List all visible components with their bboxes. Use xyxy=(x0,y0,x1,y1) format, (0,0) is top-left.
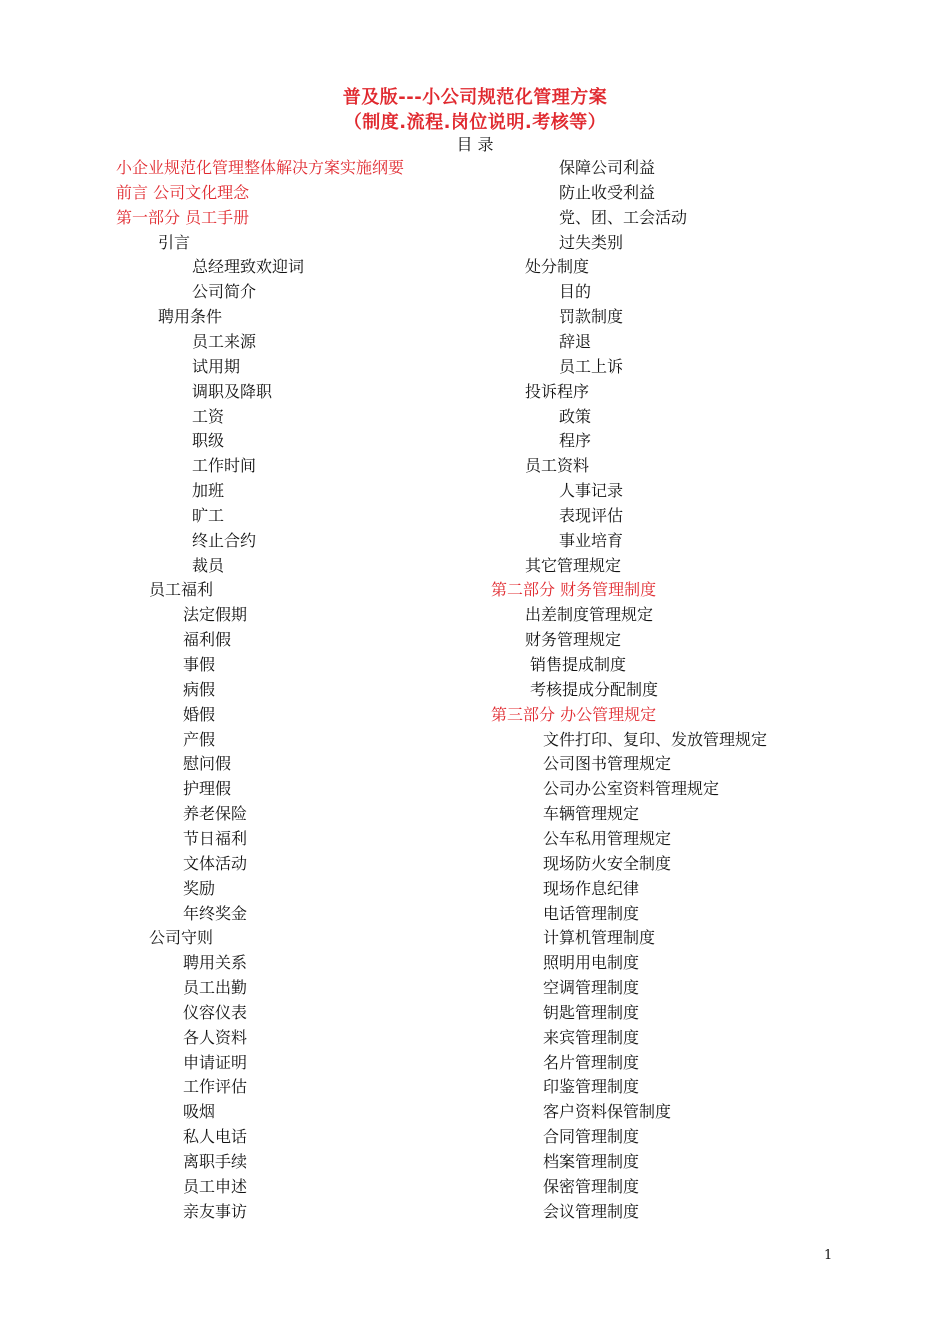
toc-entry: 员工出勤 xyxy=(183,978,248,998)
toc-entry: 车辆管理规定 xyxy=(543,804,640,824)
toc-entry: 目的 xyxy=(559,282,592,302)
toc-entry: 保障公司利益 xyxy=(559,158,656,177)
toc-entry: 辞退 xyxy=(559,331,592,351)
toc-entry: 第三部分 办公管理规定 xyxy=(491,704,657,724)
toc-entry: 合同管理制度 xyxy=(543,1127,640,1147)
toc-entry: 档案管理制度 xyxy=(543,1152,640,1171)
toc-entry: 工资 xyxy=(192,406,225,426)
toc-entry: 旷工 xyxy=(192,505,225,525)
toc-entry: 公司图书管理规定 xyxy=(543,754,672,774)
toc-entry: 福利假 xyxy=(183,630,232,650)
toc-entry: 聘用关系 xyxy=(183,953,248,973)
toc-entry: 政策 xyxy=(559,406,592,426)
toc-entry: 婚假 xyxy=(183,704,216,724)
toc-entry: 年终奖金 xyxy=(183,903,248,923)
toc-entry: 私人电话 xyxy=(183,1127,248,1147)
toc-entry: 法定假期 xyxy=(183,605,248,625)
toc-entry: 产假 xyxy=(183,729,216,749)
toc-entry: 电话管理制度 xyxy=(543,903,640,923)
toc-entry: 小企业规范化管理整体解决方案实施纲要 xyxy=(116,158,405,177)
toc-entry: 出差制度管理规定 xyxy=(525,605,654,625)
toc-entry: 投诉程序 xyxy=(525,381,590,401)
toc-heading: 目 录 xyxy=(456,135,494,154)
toc-entry: 客户资料保管制度 xyxy=(543,1102,672,1122)
toc-entry: 财务管理规定 xyxy=(525,630,622,650)
toc-entry: 亲友事访 xyxy=(183,1201,248,1221)
toc-entry: 防止收受利益 xyxy=(559,182,656,202)
toc-entry: 其它管理规定 xyxy=(525,555,622,575)
toc-entry: 事业培育 xyxy=(559,530,624,550)
toc-entry: 处分制度 xyxy=(525,257,590,277)
toc-entry: 销售提成制度 xyxy=(530,655,627,674)
toc-entry: 护理假 xyxy=(183,779,232,799)
toc-entry: 第一部分 员工手册 xyxy=(116,207,250,227)
toc-entry: 员工来源 xyxy=(192,331,257,351)
toc-entry: 钥匙管理制度 xyxy=(543,1002,640,1022)
toc-entry: 公司简介 xyxy=(192,282,257,302)
toc-entry: 公司守则 xyxy=(149,928,214,948)
toc-entry: 员工申述 xyxy=(183,1176,248,1196)
toc-entry: 养老保险 xyxy=(183,804,248,824)
toc-entry: 工作时间 xyxy=(192,456,257,476)
toc-entry: 员工资料 xyxy=(525,456,590,476)
toc-entry: 工作评估 xyxy=(183,1077,248,1097)
toc-entry: 表现评估 xyxy=(559,505,624,525)
toc-entry: 病假 xyxy=(183,679,216,699)
toc-entry: 印鉴管理制度 xyxy=(543,1077,640,1097)
toc-entry: 终止合约 xyxy=(192,530,257,550)
toc-entry: 各人资料 xyxy=(183,1027,248,1047)
document-subtitle: （制度.流程.岗位说明.考核等） xyxy=(343,112,607,133)
toc-entry: 来宾管理制度 xyxy=(543,1027,640,1047)
document-title: 普及版---小公司规范化管理方案 xyxy=(342,87,608,108)
toc-entry: 聘用条件 xyxy=(158,307,223,327)
toc-entry: 员工福利 xyxy=(149,580,214,600)
toc-entry: 吸烟 xyxy=(183,1102,216,1122)
toc-entry: 员工上诉 xyxy=(559,356,624,376)
toc-entry: 裁员 xyxy=(192,555,225,575)
toc-entry: 计算机管理制度 xyxy=(543,928,656,948)
toc-entry: 慰问假 xyxy=(183,754,232,774)
toc-entry: 党、团、工会活动 xyxy=(559,207,688,227)
toc-entry: 引言 xyxy=(158,232,191,252)
toc-entry: 考核提成分配制度 xyxy=(530,679,659,699)
toc-entry: 加班 xyxy=(192,481,225,501)
toc-entry: 文件打印、复印、发放管理规定 xyxy=(543,729,768,749)
toc-entry: 会议管理制度 xyxy=(543,1201,640,1221)
toc-entry: 离职手续 xyxy=(183,1152,248,1171)
toc-entry: 过失类别 xyxy=(559,232,624,252)
toc-entry: 罚款制度 xyxy=(559,307,624,327)
toc-entry: 职级 xyxy=(192,431,225,451)
toc-entry: 照明用电制度 xyxy=(543,953,640,973)
toc-entry: 试用期 xyxy=(192,356,241,376)
toc-entry: 空调管理制度 xyxy=(543,978,640,998)
toc-entry: 公车私用管理规定 xyxy=(543,828,672,848)
toc-entry: 程序 xyxy=(559,431,592,451)
toc-entry: 名片管理制度 xyxy=(543,1052,640,1072)
toc-entry: 奖励 xyxy=(183,878,216,898)
toc-entry: 保密管理制度 xyxy=(543,1176,640,1196)
toc-entry: 现场作息纪律 xyxy=(543,878,640,898)
toc-entry: 调职及降职 xyxy=(192,381,273,401)
toc-entry: 事假 xyxy=(183,655,216,674)
page-number: 1 xyxy=(824,1248,833,1263)
toc-entry: 人事记录 xyxy=(559,481,624,501)
toc-entry: 总经理致欢迎词 xyxy=(192,257,305,277)
toc-entry: 申请证明 xyxy=(183,1052,248,1072)
toc-entry: 节日福利 xyxy=(183,828,248,848)
toc-entry: 前言 公司文化理念 xyxy=(116,182,250,202)
toc-entry: 仪容仪表 xyxy=(183,1002,248,1022)
toc-entry: 第二部分 财务管理制度 xyxy=(491,580,657,600)
toc-entry: 公司办公室资料管理规定 xyxy=(543,779,720,799)
toc-entry: 现场防火安全制度 xyxy=(543,853,672,873)
toc-entry: 文体活动 xyxy=(183,853,248,873)
